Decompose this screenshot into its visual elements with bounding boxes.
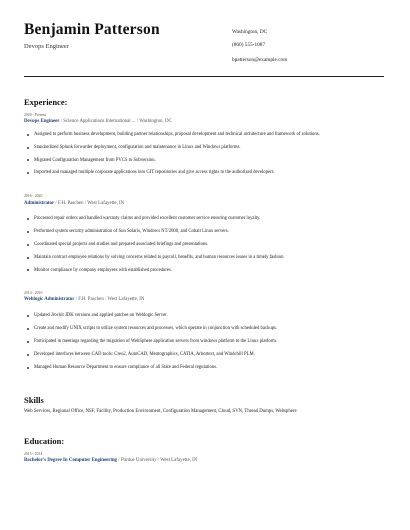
contact-phone: (860) 555-1087 — [232, 42, 266, 48]
bullet-item: Create and modify UNIX scripts to utilize system resources and processes, which operate in conjunction with scheduled backups. — [24, 326, 388, 332]
bullet-item: Migrated Configuration Management from PVCS to Subversion. — [24, 158, 388, 164]
bullet-item: Performed system security administration of Sun Solaris, Windows NT/2000, and Cobalt Linux servers. — [24, 229, 388, 235]
contact-email: bpatterson@example.com — [232, 57, 288, 63]
bullet-item: Processed repair orders and handled warranty claims and provided excellent customer service ensuring customer loyalty. — [24, 216, 388, 222]
education-header: Bachelor's Degree In Computer Engineering / Purdue University / West Lafayette, IN — [24, 458, 198, 463]
job-dates: 2016 - 2020 — [24, 194, 43, 198]
job-company: F.H. Paschen — [57, 201, 84, 206]
job-bullets — [24, 216, 388, 273]
bullet-item: Coordinated special projects and studies and prepared associated briefings and presentations. — [24, 242, 388, 248]
bullet-item: Participated in meetings regarding the migration of WebSphere application servers from windows platform to the Linux platform. — [24, 339, 388, 345]
contact-location: Washington, DC — [232, 29, 268, 35]
job-bullets — [24, 132, 388, 176]
job-bullets — [24, 313, 388, 371]
skills-heading: Skills — [24, 395, 44, 405]
candidate-role: Devops Engineer — [24, 43, 69, 50]
header-divider — [24, 76, 384, 77]
job-header: Weblogic Administrator / F.H. Paschen / West Lafayette, IN — [24, 297, 145, 302]
job-title: Devops Engineer — [24, 119, 60, 124]
job-location: Washington, DC — [139, 119, 172, 124]
education-heading: Education: — [24, 436, 65, 446]
job-title: Weblogic Administrator — [24, 297, 75, 302]
bullet-item: Updated Jrockit JDK versions and applied patches on Weblogic Server. — [24, 313, 388, 319]
job-location: West Lafayette, IN — [107, 297, 145, 302]
bullet-item: Monitor compliance by company employees with established procedures. — [24, 268, 388, 274]
education-school: Purdue University — [120, 458, 157, 463]
candidate-name: Benjamin Patterson — [24, 21, 160, 38]
job-company: Science Applications International ... — [63, 119, 136, 124]
job-company: F.H. Paschen — [78, 297, 104, 302]
bullet-item: Assigned to perform business development, building partner relationships, proposal development and technical architecture and framework of solutions. — [24, 132, 388, 138]
job-header: Administrator / F.H. Paschen / West Lafayette, IN — [24, 201, 125, 206]
education-dates: 2015 - 2014 — [24, 452, 43, 456]
experience-heading: Experience: — [24, 97, 68, 107]
bullet-item: Standardized Splunk forwarder deployment, configuration and maintenance in Linux and Windows platforms. — [24, 145, 388, 151]
bullet-item: Managed Human Resource Department to ensure compliance of all State and Federal regulations. — [24, 365, 388, 371]
bullet-item: Maintain contract employee relations by solving concerns related to payroll, benefits, and human resources issues in a timely fashion. — [24, 255, 388, 261]
skills-list: Web Services, Regional Office, NSF, Facility, Production Environment, Configuration Management, Cloud, SVN, Thread Dumps, Websphere — [24, 409, 297, 414]
bullet-item: Developed interfaces between CAD tools: Creo2, AutoCAD, Mentographics, CATIA, Arbortext, and Windchill PLM. — [24, 352, 388, 358]
education-degree: Bachelor's Degree In Computer Engineering — [24, 458, 118, 463]
job-dates: 2020 - Present — [24, 113, 46, 117]
job-header: Devops Engineer / Science Applications International ... / Washington, DC — [24, 119, 172, 124]
education-location: West Lafayette, IN — [160, 458, 198, 463]
bullet-item: Imported and managed multiple corporate applications into GIT repositories and give access rights to the authorized developers. — [24, 170, 388, 176]
job-location: West Lafayette, IN — [87, 201, 125, 206]
job-title: Administrator — [24, 201, 55, 206]
job-dates: 2014 - 2016 — [24, 291, 43, 295]
